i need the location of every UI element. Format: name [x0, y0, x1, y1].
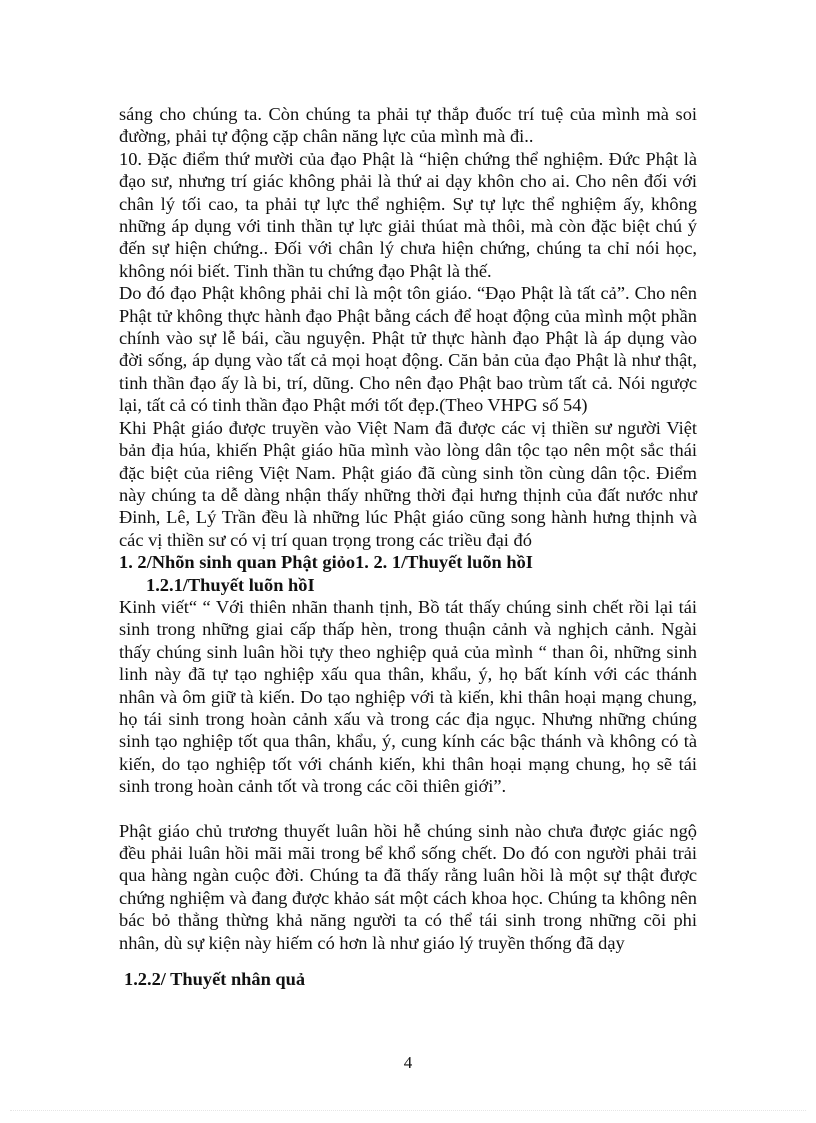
section-heading-1-2: 1. 2/Nhõn sinh quan Phật giỏo1. 2. 1/Thuyết luõn hồI	[119, 552, 533, 573]
subsection-heading-1-2-2: 1.2.2/ Thuyết nhân quả	[124, 969, 306, 990]
paragraph-sutra-quote: Kinh viết“ “ Với thiên nhãn thanh tịnh, Bồ tát thấy chúng sinh chết rồi lại tái sinh trong những giai cấp thấp hèn, trong thuận cảnh và nghịch cảnh. Ngài thấy chúng sinh luân hồi tựy theo nghiệp quả của mình “ than ôi, những sinh linh này đã tự tạo nghiệp xấu qua thân, khẩu, ý, họ bất kính với các thánh nhân và ôm giữ tà kiến. Do tạo nghiệp với tà kiến, khi thân hoại mạng chung, họ tái sinh trong hoàn cảnh xấu và trong các địa ngục. Nhưng những chúng sinh tạo nghiệp tốt qua thân, khẩu, ý, cung kính các bậc thánh và không có tà kiến, do tạo nghiệp tốt với chánh kiến, khi thân hoại mạng chung, họ sẽ tái sinh trong hoàn cảnh tốt và trong các cõi thiên giới”.	[119, 596, 697, 797]
paragraph-buddhism-in-vietnam: Khi Phật giáo được truyền vào Việt Nam đã được các vị thiền sư người Việt bản địa húa, khiến Phật giáo hũa mình vào lòng dân tộc tạo nên một sắc thái đặc biệt của riêng Việt Nam. Phật giáo đã cùng sinh tồn cùng dân tộc. Điểm này chúng ta dễ dàng nhận thấy những thời đại hưng thịnh của đất nước như Đinh, Lê, Lý Trần đều là những lúc Phật giáo cũng song hành hưng thịnh và các vị thiền sư có vị trí quan trọng trong các triều đại đó	[119, 417, 697, 550]
paragraph-rebirth-doctrine: Phật giáo chủ trương thuyết luân hồi hễ chúng sinh nào chưa được giác ngộ đều phải luân hồi mãi mãi trong bể khổ sống chết. Do đó con người phải trải qua hàng ngàn cuộc đời. Chúng ta đã thấy rằng luân hồi là một sự thật được chứng nghiệm và đang được khảo sát một cách khoa học. Chúng ta không nên bác bỏ thẳng thừng khả năng người ta có thể tái sinh trong những cõi phi nhân, dù sự kiện này hiếm có hơn là như giáo lý truyền thống đã dạy	[119, 820, 697, 953]
page-number: 4	[403, 1053, 413, 1072]
paragraph-buddhism-is-everything: Do đó đạo Phật không phải chỉ là một tôn giáo. “Đạo Phật là tất cả”. Cho nên Phật tử không thực hành đạo Phật bằng cách để hoạt động của mình một phần chính vào sự lễ bái, cầu nguyện. Phật tử thực hành đạo Phật là áp dụng vào đời sống, áp dụng vào tất cả mọi hoạt động. Căn bản của đạo Phật là như thật, tinh thần đạo ấy là bi, trí, dũng. Cho nên đạo Phật bao trùm tất cả. Nói ngược lại, tất cả có tinh thần đạo Phật mới tốt đẹp.(Theo VHPG số 54)	[119, 283, 697, 416]
spacer	[119, 954, 697, 968]
page-bottom-edge	[10, 1110, 806, 1111]
paragraph-tenth-characteristic: 10. Đặc điểm thứ mười của đạo Phật là “hiện chứng thể nghiệm. Đức Phật là đạo sư, nhưng trí giác không phải là thứ ai dạy khôn cho ai. Cho nên đối với chân lý tối cao, ta phải tự lực thể nghiệm. Sự tự lực thể nghiệm ấy, không những áp dụng với tinh thần tự lực giải thúat mà thôi, mà còn đặc biệt chú ý đến sự hiện chứng.. Đối với chân lý chưa hiện chứng, chúng ta chỉ nói học, không nói biết. Tinh thần tu chứng đạo Phật là thế.	[119, 148, 697, 281]
subsection-heading-1-2-1: 1.2.1/Thuyết luõn hồI	[146, 574, 315, 595]
spacer	[119, 798, 697, 820]
paragraph-intro-continuation: sáng cho chúng ta. Còn chúng ta phải tự thắp đuốc trí tuệ của mình mà soi đường, phải tự động cặp chân năng lực của mình mà đi..	[119, 104, 697, 147]
page-content	[119, 103, 697, 990]
